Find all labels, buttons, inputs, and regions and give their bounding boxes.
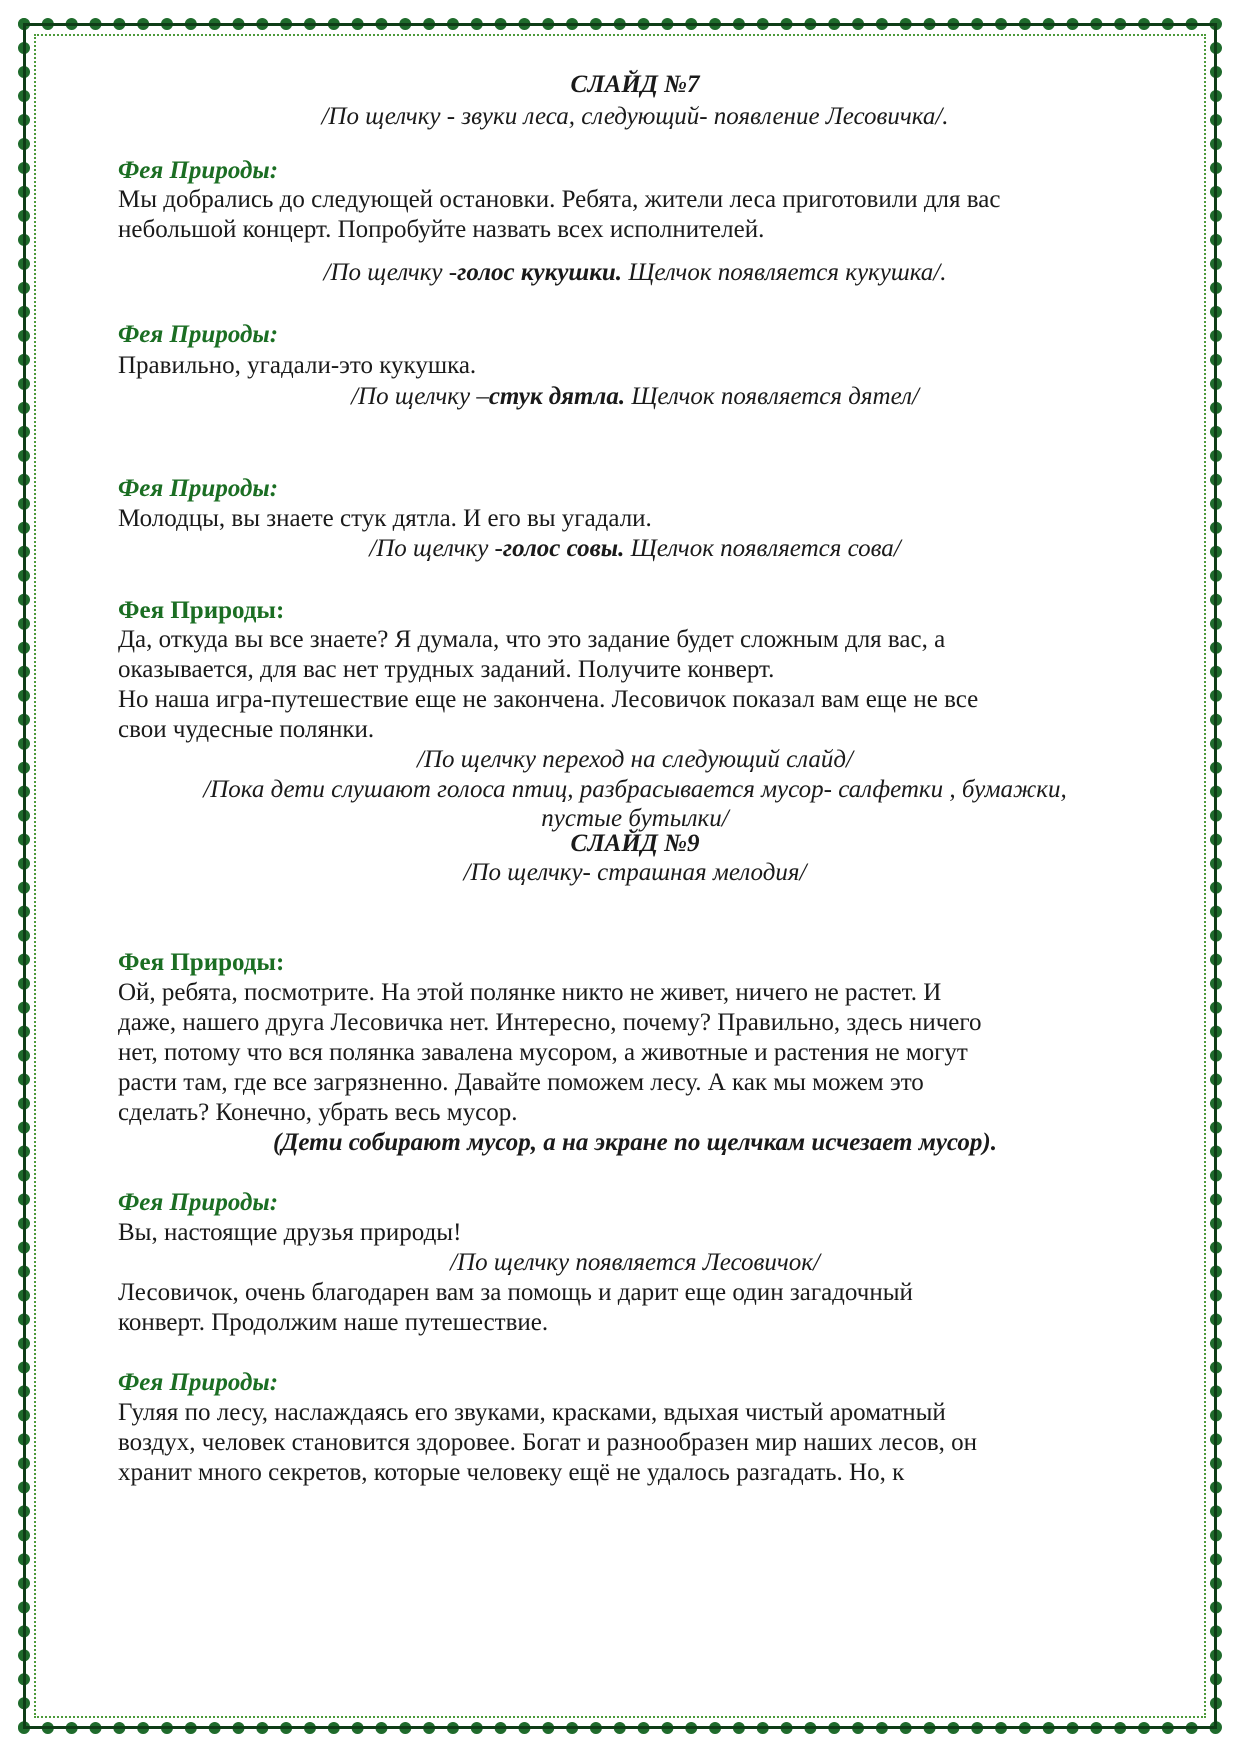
stage-direction-trash: /Пока дети слушают голоса птиц, разбрасывается мусор- салфетки , бумажки, (203, 776, 1067, 803)
slide-9-note: /По щелчку- страшная мелодия/ (463, 859, 807, 886)
slide-7-title: СЛАЙД №7 (570, 71, 700, 98)
stage-direction-owl (118, 532, 1152, 565)
speaker-label: Фея Природы: (118, 597, 285, 624)
speaker-label: Фея Природы: (118, 949, 285, 976)
paragraph-line: оказывается, для вас нет трудных заданий. Получите конверт. (118, 656, 775, 683)
paragraph-line: хранит много секретов, которые человеку ещё не удалось разгадать. Но, к (118, 1459, 905, 1486)
direction-prefix: /По щелчку - (323, 259, 458, 286)
stage-direction-trash-cont: пустые бутылки/ (541, 805, 729, 832)
stage-direction-collect: (Дети собирают мусор, а на экране по щелчкам исчезает мусор). (273, 1129, 997, 1156)
direction-suffix: Щелчок появляется сова/ (624, 535, 901, 562)
stage-direction-lesovichok: /По щелчку появляется Лесовичок/ (450, 1249, 820, 1276)
paragraph-line: Вы, настоящие друзья природы! (118, 1219, 462, 1246)
paragraph-line: сделать? Конечно, убрать весь мусор. (118, 1099, 518, 1126)
stage-direction-next-slide: /По щелчку переход на следующий слайд/ (417, 746, 853, 773)
speaker-label: Фея Природы: (118, 1189, 279, 1216)
paragraph-line: свои чудесные полянки. (118, 716, 375, 743)
paragraph-line: расти там, где все загрязненно. Давайте поможем лесу. А как мы можем это (118, 1069, 924, 1096)
paragraph-line: Лесовичок, очень благодарен вам за помощь и дарит еще один загадочный (118, 1279, 913, 1306)
paragraph-line: Правильно, угадали-это кукушка. (118, 352, 477, 379)
slide-7-note: /По щелчку - звуки леса, следующий- появление Лесовичка/. (321, 103, 949, 130)
paragraph-line: нет, потому что вся полянка завалена мусором, а животные и растения не могут (118, 1039, 968, 1066)
paragraph-line: даже, нашего друга Лесовичка нет. Интересно, почему? Правильно, здесь ничего (118, 1009, 982, 1036)
slide-9-title: СЛАЙД №9 (570, 830, 700, 857)
stage-direction-cuckoo (118, 256, 1152, 289)
direction-suffix: Щелчок появляется дятел/ (625, 383, 919, 410)
direction-suffix: Щелчок появляется кукушка/. (622, 259, 947, 286)
direction-emphasis: голос совы. (502, 535, 625, 562)
direction-emphasis: стук дятла. (488, 383, 626, 410)
speaker-label: Фея Природы: (118, 1369, 279, 1396)
speaker-label: Фея Природы: (118, 157, 279, 184)
paragraph-line: Гуляя по лесу, наслаждаясь его звуками, красками, вдыхая чистый ароматный (118, 1399, 946, 1426)
stage-direction-woodpecker (118, 380, 1152, 413)
paragraph-line: небольшой концерт. Попробуйте назвать всех исполнителей. (118, 216, 765, 243)
paragraph-line: конверт. Продолжим наше путешествие. (118, 1309, 549, 1336)
paragraph-line: Но наша игра-путешествие еще не закончена. Лесовичок показал вам еще не все (118, 686, 979, 713)
direction-prefix: /По щелчку – (351, 383, 489, 410)
paragraph-line: Молодцы, вы знаете стук дятла. И его вы угадали. (118, 505, 652, 532)
direction-prefix: /По щелчку - (369, 535, 503, 562)
speaker-label: Фея Природы: (118, 475, 279, 502)
speaker-label: Фея Природы: (118, 321, 279, 348)
paragraph-line: Ой, ребята, посмотрите. На этой полянке никто не живет, ничего не растет. И (118, 979, 942, 1006)
paragraph-line: воздух, человек становится здоровее. Богат и разнообразен мир наших лесов, он (118, 1429, 978, 1456)
paragraph-line: Да, откуда вы все знаете? Я думала, что это задание будет сложным для вас, а (118, 626, 946, 653)
paragraph-line: Мы добрались до следующей остановки. Ребята, жители леса приготовили для вас (118, 186, 1001, 213)
direction-emphasis: голос кукушки. (457, 259, 623, 286)
